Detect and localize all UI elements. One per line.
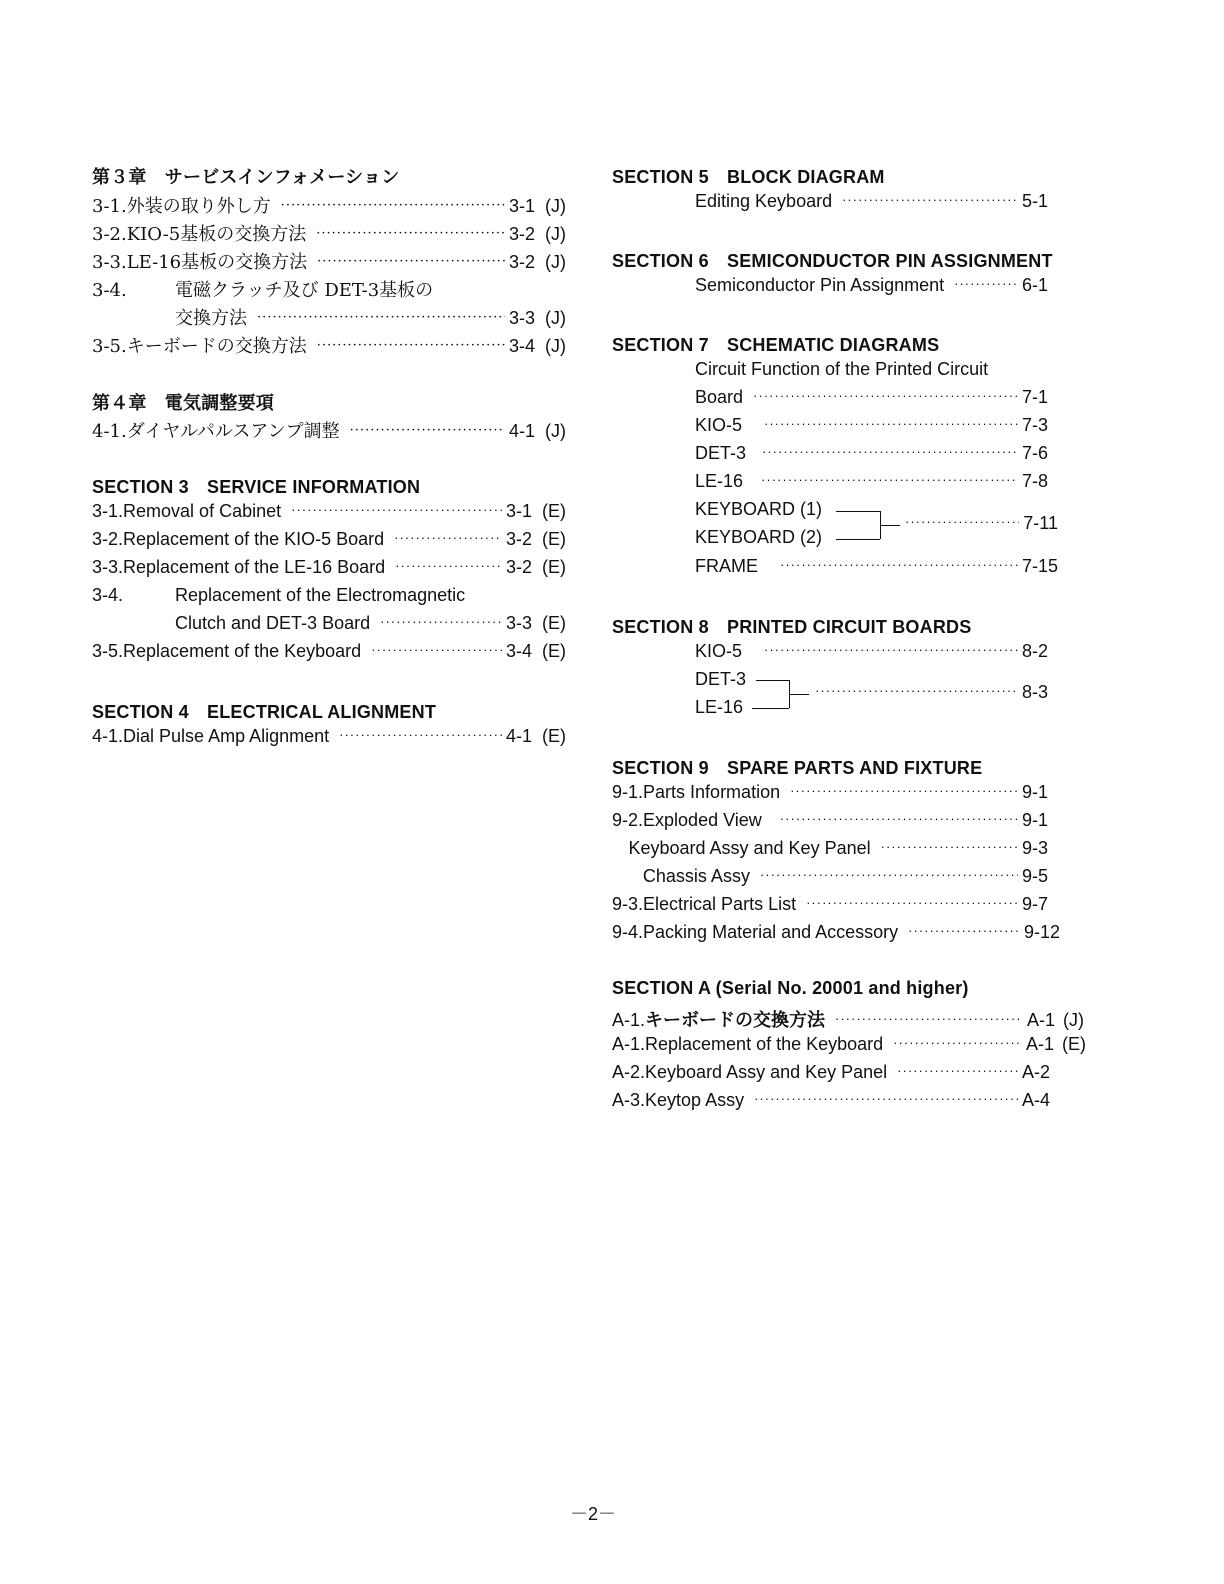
toc-entry[interactable] [612,1062,1050,1086]
entry-page: 6-1 [1021,275,1048,295]
dot-leader [842,192,1018,207]
entry-number: A-3. [612,1090,646,1110]
entry-page: A-4 [1021,1090,1050,1110]
entry-language: (J) [545,421,566,441]
toc-entry[interactable] [92,276,566,300]
entry-language: (J) [545,196,566,216]
entry-title[interactable]: DET-3 [695,669,747,689]
entry-language: (E) [542,641,566,661]
entry-number: 3-5. [92,641,124,661]
bracket-line [789,694,809,695]
jp-chapter-4-heading: 第４章 電気調整要項 [92,393,274,414]
entry-title: Semiconductor Pin Assignment [695,275,945,295]
entry-language: (E) [542,529,566,549]
section-3-heading: SECTION 3 SERVICE INFORMATION [92,477,421,497]
entry-title: KIO-5 [695,415,743,435]
entry-page: 7-3 [1021,415,1048,435]
entry-title: Replacement of the KIO-5 Board [123,529,385,549]
toc-entry[interactable] [92,529,566,553]
dot-leader [790,783,1018,798]
toc-entry[interactable] [92,501,566,525]
section-a-heading: SECTION A (Serial No. 20001 and higher) [612,978,969,998]
toc-entry[interactable] [695,191,1048,215]
toc-entry[interactable] [612,1006,1084,1030]
entry-title-line-2: 交換方法 [175,308,247,329]
entry-title: Replacement of the LE-16 Board [123,557,386,577]
dot-leader [908,923,1020,938]
entry-language: (J) [545,252,566,272]
entry-number: A-1. [612,1034,646,1054]
dot-leader [780,557,1018,572]
toc-entry-grouped[interactable] [815,682,1048,706]
dot-leader [954,276,1018,291]
entry-title: 電磁クラッチ及び DET-3基板の [175,280,434,301]
entry-page: 3-4 [505,641,532,661]
dot-leader [893,1035,1022,1050]
dot-leader [339,727,502,742]
dot-leader [780,811,1018,826]
entry-title-line-2: Clutch and DET-3 Board [175,613,371,633]
dot-leader [281,198,505,213]
dot-leader [815,683,1018,698]
toc-entry[interactable] [92,557,566,581]
entry-title: Chassis Assy [642,866,750,886]
dot-leader [257,310,505,325]
dot-leader [760,867,1018,882]
toc-entry[interactable] [92,585,566,609]
entry-page: 9-12 [1023,922,1060,942]
toc-entry[interactable] [612,894,1048,918]
entry-language: (J) [545,224,566,244]
dot-leader [881,839,1018,854]
entry-page: 7-6 [1021,443,1048,463]
toc-entry[interactable] [92,332,566,356]
entry-title: キーボードの交換方法 [126,336,307,357]
entry-title: KIO-5基板の交換方法 [126,224,307,245]
toc-entry[interactable] [92,248,566,272]
dot-leader [350,423,505,438]
entry-page: A-1 [1025,1034,1054,1054]
entry-title: Removal of Cabinet [123,501,282,521]
bracket-line [836,511,880,512]
entry-page: 9-7 [1021,894,1048,914]
entry-page: 9-5 [1021,866,1048,886]
toc-entry-continuation[interactable] [175,304,566,328]
entry-page: 9-1 [1021,782,1048,802]
dot-leader [762,444,1018,459]
dot-leader [291,502,502,517]
dot-leader [764,416,1018,431]
entry-language: (J) [545,308,566,328]
toc-entry[interactable] [612,922,1060,946]
toc-entry[interactable] [612,782,1048,806]
entry-number: 4-1. [92,726,124,746]
toc-entry[interactable] [612,1090,1050,1114]
bracket-line [880,525,900,526]
entry-page: A-1 [1026,1010,1055,1030]
bracket-line [752,708,789,709]
toc-entry[interactable] [612,866,1048,890]
entry-number: 3-3. [92,252,127,273]
entry-page: 3-1 [508,196,535,216]
toc-entry[interactable] [92,417,566,441]
dot-leader [316,226,505,241]
toc-entry[interactable] [695,443,1048,467]
toc-entry[interactable] [612,810,1048,834]
entry-title: Packing Material and Accessory [643,922,899,942]
toc-entry[interactable] [695,387,1048,411]
dot-leader [753,388,1018,403]
dot-leader [835,1011,1023,1026]
toc-entry[interactable] [695,415,1048,439]
entry-page: A-2 [1021,1062,1050,1082]
entry-title: Replacement of the Electromagnetic [175,585,466,605]
entry-title[interactable]: KEYBOARD (2) [695,527,823,547]
dot-leader [754,1091,1018,1106]
entry-page: 7-8 [1021,471,1048,491]
entry-title: DET-3 [695,443,747,463]
entry-number: 9-2. [612,810,644,830]
entry-title: LE-16基板の交換方法 [126,252,308,273]
entry-title: Exploded View [643,810,762,830]
toc-entry-continuation[interactable] [175,613,566,637]
toc-entry[interactable] [92,641,566,665]
entry-title: Electrical Parts List [643,894,797,914]
entry-language: (J) [1063,1010,1084,1030]
entry-page: 9-1 [1021,810,1048,830]
toc-entry-grouped[interactable] [905,513,1058,537]
entry-page: 3-1 [505,501,532,521]
entry-number: 9-1. [612,782,644,802]
toc-entry[interactable] [92,220,566,244]
entry-number: A-2. [612,1062,646,1082]
toc-entry[interactable] [612,1034,1086,1058]
entry-number: 3-3. [92,557,124,577]
entry-number: 3-1. [92,501,124,521]
entry-title: Keyboard Assy and Key Panel [645,1062,888,1082]
entry-number: 3-5. [92,336,127,357]
entry-language: (E) [542,613,566,633]
dot-leader [764,642,1018,657]
entry-title: 外装の取り外し方 [126,196,271,217]
entry-title: KIO-5 [695,641,743,661]
entry-title: Editing Keyboard [695,191,833,211]
bracket-line [836,539,880,540]
dot-leader [394,530,502,545]
section-8-heading: SECTION 8 PRINTED CIRCUIT BOARDS [612,617,972,637]
toc-entry[interactable] [695,471,1048,495]
entry-page: 7-15 [1021,556,1058,576]
page-number: －2－ [570,1504,617,1524]
entry-title: Circuit Function of the Printed Circuit [695,359,989,379]
entry-page: 7-11 [1023,513,1058,533]
entry-number: 9-4. [612,922,644,942]
dot-leader [897,1063,1018,1078]
entry-page: 4-1 [505,726,532,746]
entry-title: FRAME [695,556,758,576]
entry-title[interactable]: LE-16 [695,697,744,717]
entry-number: 3-2. [92,224,127,245]
entry-title: Parts Information [643,782,781,802]
entry-title[interactable]: KEYBOARD (1) [695,499,823,519]
entry-number: 4-1. [92,421,127,442]
entry-number: 3-4. [92,280,127,301]
entry-page: 3-2 [508,224,535,244]
entry-page: 8-3 [1021,682,1048,702]
section-9-heading: SECTION 9 SPARE PARTS AND FIXTURE [612,758,983,778]
entry-page: 3-2 [505,529,532,549]
entry-title-line-2: Board [695,387,744,407]
entry-title: Dial Pulse Amp Alignment [123,726,330,746]
entry-number: A-1. [612,1010,646,1030]
dot-leader [806,895,1018,910]
section-6-heading: SECTION 6 SEMICONDUCTOR PIN ASSIGNMENT [612,251,1053,271]
entry-number: 3-4. [92,585,124,605]
dot-leader [317,338,505,353]
toc-entry[interactable] [612,838,1048,862]
toc-entry[interactable] [695,641,1048,665]
section-5-heading: SECTION 5 BLOCK DIAGRAM [612,167,885,187]
entry-title: Keyboard Assy and Key Panel [628,838,871,858]
toc-entry[interactable] [695,556,1058,580]
jp-chapter-3-heading: 第３章 サービスインフォメーション [92,167,400,188]
entry-page: 7-1 [1021,387,1048,407]
entry-language: (E) [542,726,566,746]
entry-language: (E) [1062,1034,1086,1054]
entry-title: LE-16 [695,471,744,491]
dot-leader [317,254,505,269]
entry-language: (E) [542,501,566,521]
dot-leader [905,514,1019,529]
section-7-heading: SECTION 7 SCHEMATIC DIAGRAMS [612,335,940,355]
dot-leader [380,614,502,629]
bracket-line [756,680,789,681]
entry-page: 4-1 [508,421,535,441]
entry-page: 3-3 [508,308,535,328]
entry-page: 3-3 [505,613,532,633]
toc-entry[interactable] [92,726,566,750]
dot-leader [761,472,1018,487]
dot-leader [395,558,502,573]
entry-title: Replacement of the Keyboard [645,1034,884,1054]
entry-number: 9-3. [612,894,644,914]
entry-title: ダイヤルパルスアンプ調整 [126,421,340,442]
entry-title: Replacement of the Keyboard [123,641,362,661]
entry-page: 8-2 [1021,641,1048,661]
entry-title: Keytop Assy [645,1090,745,1110]
entry-language: (J) [545,336,566,356]
section-4-heading: SECTION 4 ELECTRICAL ALIGNMENT [92,702,437,722]
entry-page: 3-2 [508,252,535,272]
dot-leader [371,642,502,657]
entry-title: キーボードの交換方法 [645,1010,826,1031]
entry-number: 3-2. [92,529,124,549]
toc-entry[interactable] [92,192,566,216]
entry-language: (E) [542,557,566,577]
entry-page: 9-3 [1021,838,1048,858]
entry-number: 3-1. [92,196,127,217]
entry-page: 3-2 [505,557,532,577]
entry-page: 3-4 [508,336,535,356]
toc-entry[interactable] [695,275,1048,299]
entry-page: 5-1 [1021,191,1048,211]
